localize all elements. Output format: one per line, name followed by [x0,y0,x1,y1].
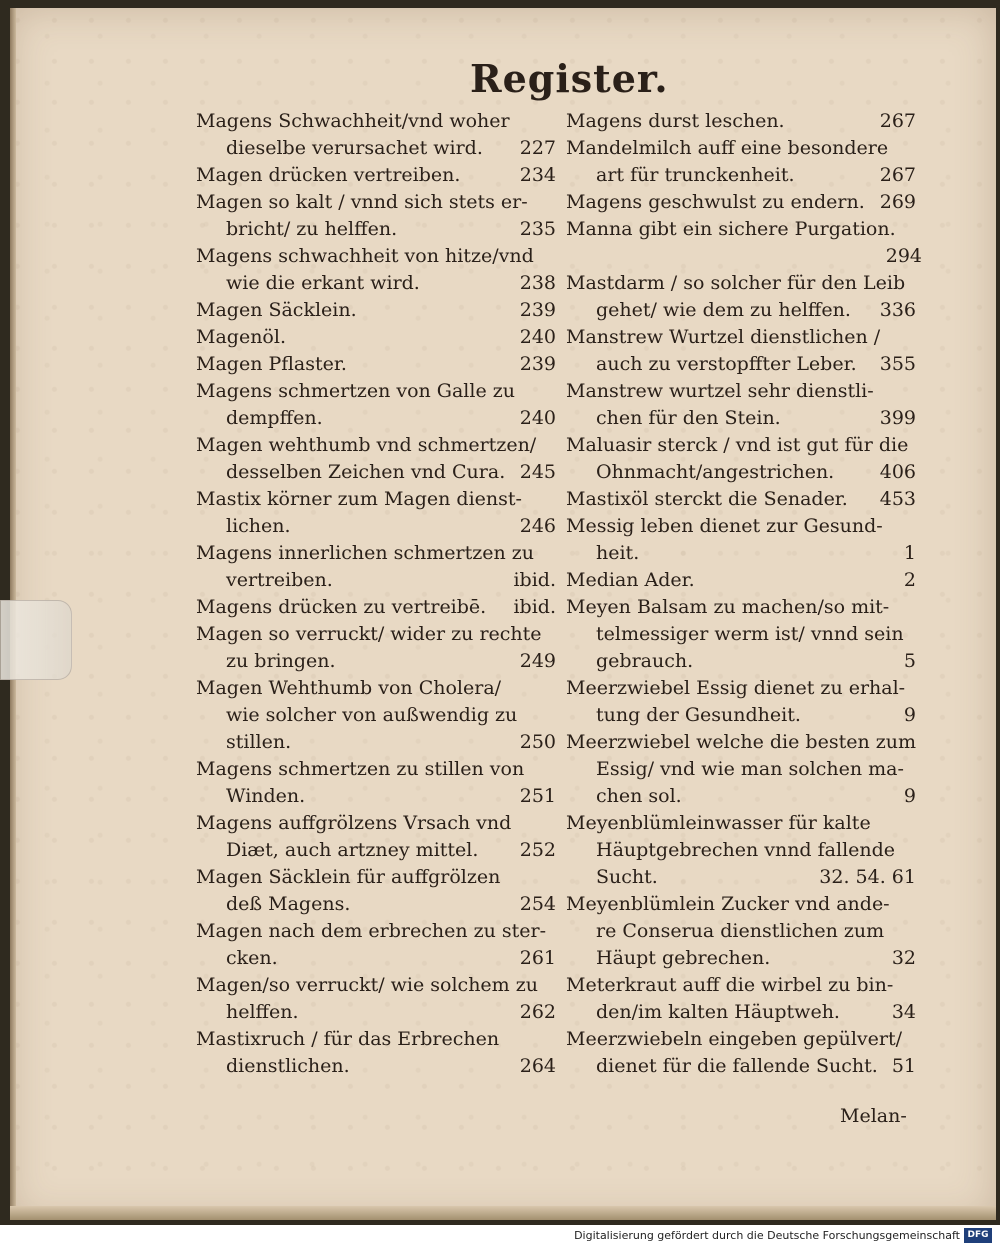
index-entry [566,216,922,270]
index-entry-text: re Conserua dienstlichen zum [596,920,885,942]
index-entry-text: Magen Säcklein für auffgrölzen [196,866,501,888]
index-page-number: 34 [891,1001,916,1023]
index-page-number: 267 [879,164,916,186]
index-entry-text: bricht/ zu helffen. 235 [196,216,562,243]
index-entry-text: Magenöl. 240 [196,324,562,351]
index-page-number: 9 [903,785,916,807]
index-entry [566,108,922,135]
index-entry-text: Magens innerlichen schmertzen zu [196,542,535,564]
index-page-number: 32 [891,947,916,969]
index-entry-text: Magen so verruckt/ wider zu rechte [196,623,542,645]
index-entry-text: Mastdarm / so solcher für den Leib [566,272,906,294]
index-entry [566,513,922,567]
index-entry [566,378,922,432]
index-page-number: 254 [519,893,556,915]
index-page-number: 246 [519,515,556,537]
index-entry-text: Median Ader. 2 [566,567,922,594]
index-entry-text: Meyenblümleinwasser für kalte [566,812,871,834]
page-title: Register. [470,56,669,101]
index-entry-text: Ohnmacht/angestrichen. 406 [566,459,922,486]
index-entry-text: desselben Zeichen vnd Cura. 245 [196,459,562,486]
index-entry-text: lichen. 246 [196,513,562,540]
index-entry-text: Maluasir sterck / vnd ist gut für die [566,434,909,456]
index-entry-text: Messig leben dienet zur Gesund- [566,515,883,537]
index-page-number: 5 [903,650,916,672]
page-bottom-edge [10,1206,996,1220]
index-entry-text: wie die erkant wird. 238 [196,270,562,297]
index-page-number: 239 [519,353,556,375]
index-page-number: 267 [879,110,916,132]
index-page-number: 262 [519,1001,556,1023]
index-entry-text: dienstlichen. 264 [196,1053,562,1080]
index-entry [196,810,562,864]
index-entry [566,189,922,216]
index-page-number: 249 [519,650,556,672]
index-entry-text: chen für den Stein. 399 [566,405,922,432]
index-entry-text: Essig/ vnd wie man solchen ma- [596,758,904,780]
index-entry-text: deß Magens. 254 [196,891,562,918]
index-page-number: 336 [879,299,916,321]
index-page-number: 250 [519,731,556,753]
index-entry [196,756,562,810]
index-entry-text: dempffen. 240 [196,405,562,432]
index-page-number: 51 [891,1055,916,1077]
index-entry [566,810,922,891]
index-entry [196,864,562,918]
index-page-number: 252 [519,839,556,861]
index-page-number: 264 [519,1055,556,1077]
index-entry-text: wie solcher von außwendig zu [226,704,518,726]
index-page-number: ibid. [513,569,556,591]
index-column-left [196,108,562,1080]
index-entry-text: Magens auffgrölzens Vrsach vnd [196,812,512,834]
index-entry-text: Magen Säcklein. 239 [196,297,562,324]
index-entry [566,567,922,594]
index-entry [196,675,562,756]
index-entry [196,189,562,243]
index-entry-text: Häuptgebrechen vnnd fallende [596,839,896,861]
index-page-number: 234 [519,164,556,186]
index-entry [196,1026,562,1080]
index-entry-text: Sucht. 32. 54. 61 [566,864,922,891]
index-entry-text: Magens schwachheit von hitze/vnd [196,245,534,267]
index-entry-text: auch zu verstopffter Leber. 355 [566,351,922,378]
index-entry-text: Manstrew Wurtzel dienstlichen / [566,326,881,348]
index-entry-text: Meerzwiebel Essig dienet zu erhal- [566,677,906,699]
index-entry-text: Magen nach dem erbrechen zu ster- [196,920,547,942]
index-page-number: 261 [519,947,556,969]
index-page-number: 245 [519,461,556,483]
index-entry [196,594,562,621]
funding-credit: Digitalisierung gefördert durch die Deutsche Forschungsgemeinschaft [574,1229,960,1242]
index-entry-text: Magens schmertzen zu stillen von [196,758,525,780]
index-entry-text: Mastixruch / für das Erbrechen [196,1028,500,1050]
index-entry [566,891,922,972]
index-entry-text: Winden. 251 [196,783,562,810]
index-entry [566,594,922,675]
index-entry-text: Diæt, auch artzney mittel. 252 [196,837,562,864]
index-entry-text: Meerzwiebeln eingeben gepülvert/ [566,1028,903,1050]
index-page-number: 240 [519,407,556,429]
index-entry-text: Meyenblümlein Zucker vnd ande- [566,893,890,915]
index-entry-text: Manstrew wurtzel sehr dienstli- [566,380,874,402]
index-entry-text: Mastixöl sterckt die Senader. 453 [566,486,922,513]
index-entry [566,1026,922,1080]
index-entry-text: Manna gibt ein sichere Purgation. [566,218,896,240]
index-entry [566,972,922,1026]
dfg-logo: DFG [964,1228,992,1243]
index-entry [566,729,922,810]
index-entry-text: Magens geschwulst zu endern. 269 [566,189,922,216]
bookmark-ribbon [0,600,72,680]
index-page-number: 294 [885,245,922,267]
footer-bar [0,1225,1000,1247]
index-entry [196,243,562,297]
index-entry-text: Magen so kalt / vnnd sich stets er- [196,191,528,213]
index-entry-text: gebrauch. 5 [566,648,922,675]
index-entry [196,162,562,189]
index-entry [196,432,562,486]
index-entry [196,918,562,972]
index-page-number: 227 [519,137,556,159]
index-entry [566,432,922,486]
index-page-number: 9 [903,704,916,726]
index-entry [196,108,562,162]
index-entry [196,378,562,432]
index-entry-text: Magen Pflaster. 239 [196,351,562,378]
index-page-number: 453 [879,488,916,510]
index-entry [566,675,922,729]
index-page-number: 238 [519,272,556,294]
index-entry-text: art für trunckenheit. 267 [566,162,922,189]
index-entry-text: Magen drücken vertreiben. 234 [196,162,562,189]
index-entry [566,270,922,324]
index-entry-text: chen sol. 9 [566,783,922,810]
index-entry-text: Magens durst leschen. 267 [566,108,922,135]
index-entry-text: tung der Gesundheit. 9 [566,702,922,729]
index-entry [566,324,922,378]
index-entry-text: Magen wehthumb vnd schmertzen/ [196,434,537,456]
index-page-number: 239 [519,299,556,321]
index-entry-text: dieselbe verursachet wird. 227 [196,135,562,162]
index-column-right [566,108,922,1080]
index-entry-text: Mandelmilch auff eine besondere [566,137,889,159]
index-entry-text: gehet/ wie dem zu helffen. 336 [566,297,922,324]
index-page-number: 2 [903,569,916,591]
index-page-number: 32. 54. 61 [819,866,916,888]
index-page-number: 406 [879,461,916,483]
index-entry [566,135,922,189]
index-page-number: 251 [519,785,556,807]
index-entry [196,486,562,540]
index-entry [196,972,562,1026]
index-entry [196,297,562,324]
index-entry-text: zu bringen. 249 [196,648,562,675]
index-entry-text: vertreiben. ibid. [196,567,562,594]
index-entry-text: Häupt gebrechen. 32 [566,945,922,972]
index-page-number: 1 [903,542,916,564]
index-entry-text: cken. 261 [196,945,562,972]
index-page-number: 399 [879,407,916,429]
index-entry [566,486,922,513]
index-entry-text: Magen/so verruckt/ wie solchem zu [196,974,538,996]
index-entry-text: stillen. 250 [196,729,562,756]
index-entry-text: Mastix körner zum Magen dienst- [196,488,522,510]
index-entry-text: Meyen Balsam zu machen/so mit- [566,596,890,618]
index-entry [196,351,562,378]
index-page-number: ibid. [513,596,556,618]
index-entry [196,621,562,675]
index-entry-text: Magens Schwachheit/vnd woher [196,110,510,132]
index-entry-text: helffen. 262 [196,999,562,1026]
index-entry-text: Meterkraut auff die wirbel zu bin- [566,974,894,996]
index-entry [196,324,562,351]
index-entry-text: Meerzwiebel welche die besten zum [566,731,916,753]
index-entry-text: den/im kalten Häuptweh. 34 [566,999,922,1026]
index-entry [196,540,562,594]
index-page-number: 269 [879,191,916,213]
index-entry-text: Magens drücken zu vertreibē. ibid. [196,594,562,621]
index-entry-text: heit. 1 [566,540,922,567]
index-entry-text: Magen Wehthumb von Cholera/ [196,677,502,699]
index-entry-text: dienet für die fallende Sucht. 51 [566,1053,922,1080]
index-page-number: 235 [519,218,556,240]
index-entry-text: telmessiger werm ist/ vnnd sein [596,623,904,645]
index-page-number: 355 [879,353,916,375]
index-page-number: 240 [519,326,556,348]
catchword: Melan- [840,1105,907,1127]
index-entry-text: Magens schmertzen von Galle zu [196,380,515,402]
